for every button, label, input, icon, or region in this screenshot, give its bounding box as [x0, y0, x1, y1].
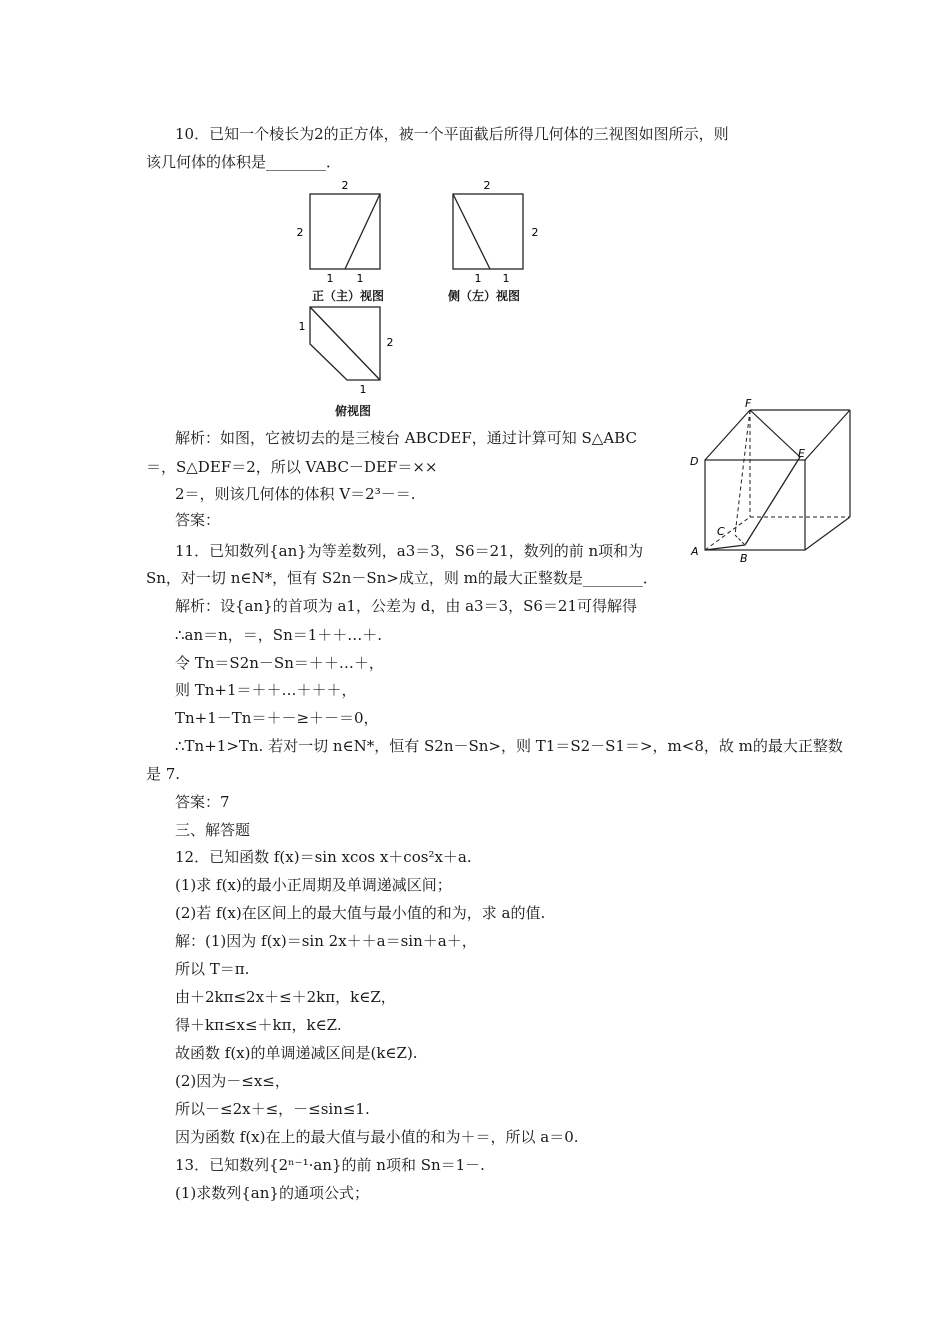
q10-line-2: 该几何体的体积是________． [146, 153, 342, 171]
cube-label-e: E [798, 447, 805, 460]
cube-label-b: B [740, 552, 748, 565]
front-dim-left: 2 [296, 226, 304, 239]
side-view-figure [440, 176, 555, 290]
q10-answer: 答案： [175, 511, 221, 529]
cube-figure [685, 395, 860, 574]
q11-solution-line-6: ∴Tn+1>Tn. 若对一切 n∈N*，恒有 S2n－Sn>，则 T1＝S2－S1＝>，m<8，故 m的最大正整数 [175, 737, 843, 755]
top-view-caption: 俯视图 [335, 404, 372, 418]
front-dim-top: 2 [341, 179, 349, 192]
q11-solution-line-3: 令 Tn＝S2n－Sn＝＋＋…＋， [175, 654, 384, 672]
q11-answer: 答案：7 [175, 793, 230, 811]
front-dim-bottom-right: 1 [356, 272, 364, 285]
q12-solution-line-7: 所以－≤2x＋≤，－≤sin≤1. [175, 1100, 370, 1118]
side-dim-bottom-left: 1 [474, 272, 482, 285]
q13-line-1: 13．已知数列{2ⁿ⁻¹·an}的前 n项和 Sn＝1－. [175, 1156, 485, 1174]
q10-line-1: 10．已知一个棱长为2的正方体，被一个平面截后所得几何体的三视图如图所示，则 [175, 125, 729, 143]
q11-solution-line-2: ∴an＝n，＝，Sn＝1＋＋…＋. [175, 626, 383, 644]
cube-label-a: A [691, 545, 699, 558]
cube-label-c: C [717, 525, 725, 538]
front-view-figure [290, 176, 400, 290]
q11-line-2: Sn，对一切 n∈N*，恒有 S2n－Sn>成立，则 m的最大正整数是________． [146, 569, 658, 587]
front-dim-bottom-left: 1 [326, 272, 334, 285]
q12-line-2: (1)求 f(x)的最小正周期及单调递减区间； [175, 876, 452, 894]
top-dim-bottom: 1 [359, 383, 367, 396]
q10-solution-line-1: 解析：如图，它被切去的是三棱台 ABCDEF，通过计算可知 S△ABC [175, 429, 637, 447]
q11-solution-line-4: 则 Tn+1＝＋＋…＋＋＋， [175, 681, 357, 699]
q10-solution-line-2: ＝，S△DEF＝2，所以 VABC－DEF＝×× [146, 458, 438, 476]
top-view-figure [292, 302, 402, 401]
front-view-caption: 正（主）视图 [312, 289, 385, 303]
side-dim-right: 2 [531, 226, 539, 239]
q12-line-1: 12．已知函数 f(x)＝sin xcos x＋cos²x＋a. [175, 848, 472, 866]
q12-solution-line-5: 故函数 f(x)的单调递减区间是(k∈Z). [175, 1044, 418, 1062]
cube-label-d: D [690, 455, 699, 468]
q13-line-2: (1)求数列{an}的通项公式； [175, 1184, 369, 1202]
side-dim-bottom-right: 1 [502, 272, 510, 285]
section-heading: 三、解答题 [175, 821, 251, 839]
q11-solution-line-7: 是 7. [146, 765, 181, 783]
q12-solution-line-8: 因为函数 f(x)在上的最大值与最小值的和为＋＝，所以 a＝0. [175, 1128, 579, 1146]
q12-solution-line-2: 所以 T＝π. [175, 960, 250, 978]
top-dim-right: 2 [386, 336, 394, 349]
q10-solution-line-3: 2＝，则该几何体的体积 V＝2³－＝. [175, 485, 416, 503]
q12-solution-line-1: 解：(1)因为 f(x)＝sin 2x＋＋a＝sin＋a＋， [175, 932, 477, 950]
q12-solution-line-6: (2)因为－≤x≤， [175, 1072, 290, 1090]
side-view-caption: 侧（左）视图 [448, 289, 521, 303]
q12-line-3: (2)若 f(x)在区间上的最大值与最小值的和为，求 a的值. [175, 904, 546, 922]
q11-solution-line-5: Tn+1－Tn＝＋－≥＋－＝0， [175, 709, 379, 727]
top-dim-left: 1 [298, 320, 306, 333]
q12-solution-line-4: 得＋kπ≤x≤＋kπ，k∈Z. [175, 1016, 342, 1034]
side-dim-top: 2 [483, 179, 491, 192]
cube-label-f: F [745, 397, 752, 410]
q12-solution-line-3: 由＋2kπ≤2x＋≤＋2kπ，k∈Z， [175, 988, 396, 1006]
q11-line-1: 11．已知数列{an}为等差数列，a3＝3，S6＝21，数列的前 n项和为 [175, 542, 644, 560]
q11-solution-line-1: 解析：设{an}的首项为 a1，公差为 d，由 a3＝3，S6＝21可得解得 [175, 597, 638, 615]
